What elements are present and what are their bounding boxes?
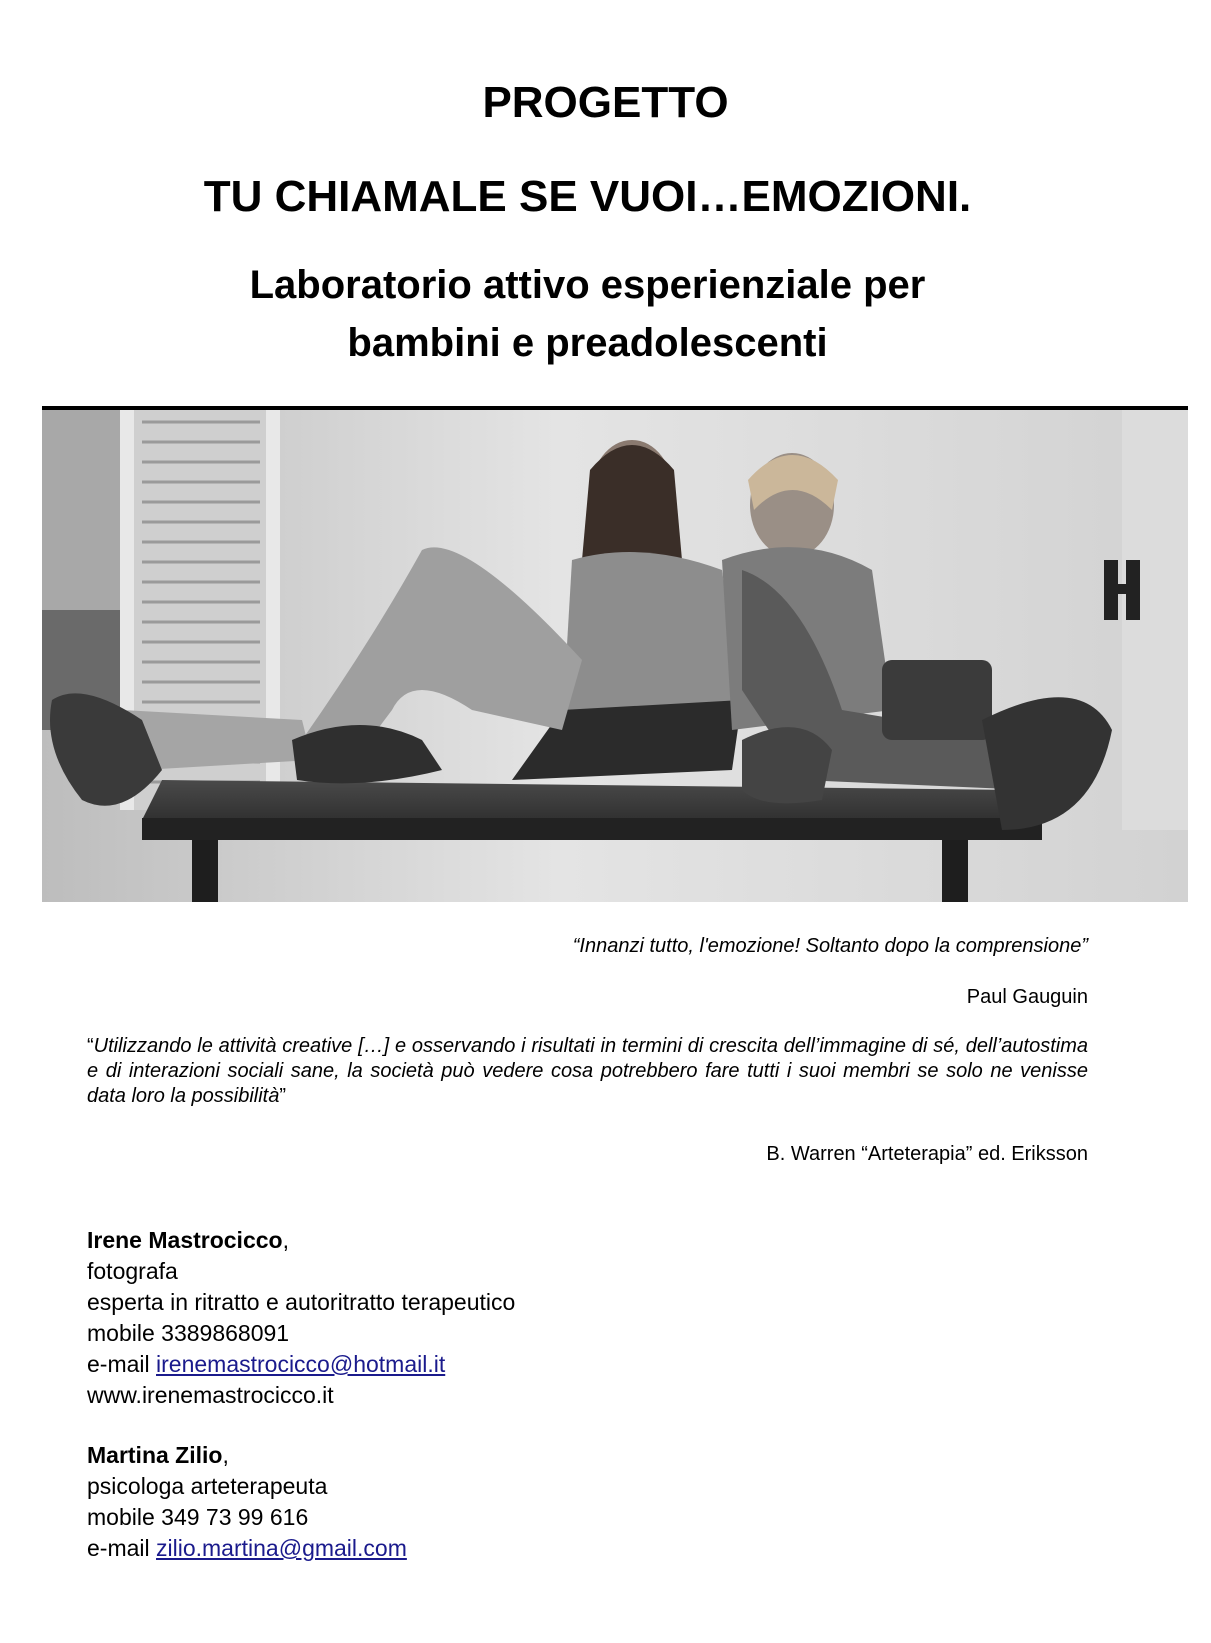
email-label: e-mail xyxy=(87,1535,150,1561)
contact-name: Martina Zilio xyxy=(87,1442,223,1468)
contact-email xyxy=(87,1533,407,1564)
quote-gauguin: “Innanzi tutto, l'emozione! Soltanto dopo la comprensione” xyxy=(572,935,1088,957)
contact-name: Irene Mastrocicco xyxy=(87,1227,283,1253)
quote-close-mark: ” xyxy=(279,1085,287,1107)
mobile-number: 349 73 99 616 xyxy=(161,1504,309,1530)
quote-gauguin-author: Paul Gauguin xyxy=(966,986,1088,1008)
mobile-label: mobile xyxy=(87,1504,155,1530)
quote-warren xyxy=(87,1034,1088,1109)
quote-warren-author: B. Warren “Arteterapia” ed. Eriksson xyxy=(766,1143,1088,1165)
contact-name-line: Martina Zilio, xyxy=(87,1442,229,1468)
subtitle-line-1: Laboratorio attivo esperienziale per xyxy=(249,263,926,307)
cover-photo xyxy=(42,406,1188,902)
contact-name-line: Irene Mastrocicco, xyxy=(87,1227,289,1253)
contact-irene xyxy=(87,1225,515,1411)
contact-martina xyxy=(87,1440,407,1564)
project-title: TU CHIAMALE SE VUOI…EMOZIONI. xyxy=(203,172,972,221)
contact-mobile xyxy=(87,1502,407,1533)
email-link[interactable]: zilio.martina@gmail.com xyxy=(156,1535,407,1561)
email-label: e-mail xyxy=(87,1351,150,1377)
contact-email xyxy=(87,1349,515,1380)
quote-open-mark: “ xyxy=(87,1035,94,1057)
mobile-number: 3389868091 xyxy=(161,1320,290,1346)
project-label: PROGETTO xyxy=(482,78,729,127)
quote-warren-text: Utilizzando le attività creative […] e osservando i risultati in termini di crescita dell’immagine di sé, dell’autostima e di interazioni sociali sane, la società può vedere cosa potrebbero fare tutti i suoi membri se solo ne venisse data loro la possibilità xyxy=(87,1035,1088,1107)
contact-mobile xyxy=(87,1318,515,1349)
contact-website[interactable]: www.irenemastrocicco.it xyxy=(87,1382,334,1408)
contact-specialty: esperta in ritratto e autoritratto terapeutico xyxy=(87,1289,516,1315)
contact-role: fotografa xyxy=(87,1258,178,1284)
mobile-label: mobile xyxy=(87,1320,155,1346)
contact-role: psicologa arteterapeuta xyxy=(87,1473,328,1499)
email-link[interactable]: irenemastrocicco@hotmail.it xyxy=(156,1351,446,1377)
project-subtitle xyxy=(0,256,1193,372)
photo-illustration xyxy=(42,410,1188,902)
subtitle-line-2: bambini e preadolescenti xyxy=(347,321,828,365)
